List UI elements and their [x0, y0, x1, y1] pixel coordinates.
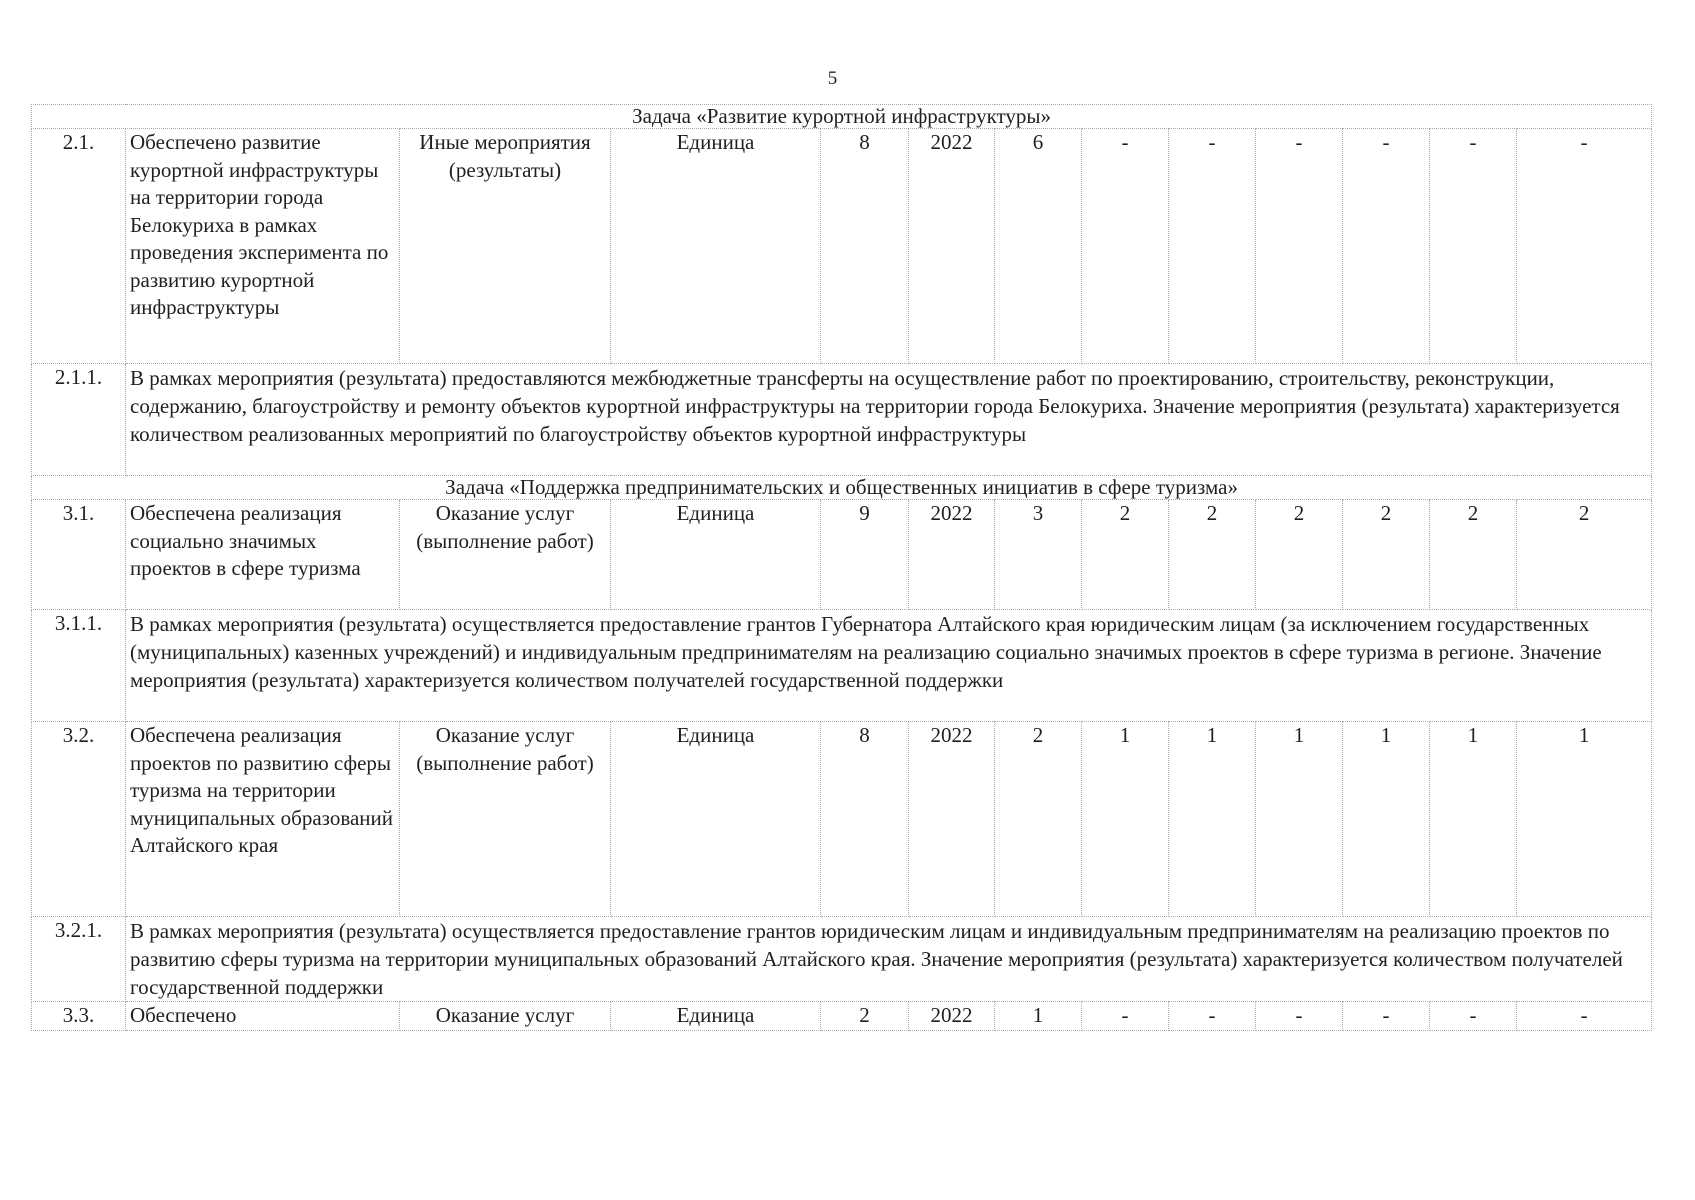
value-cell: - — [1082, 129, 1169, 364]
base-value-cell: 6 — [995, 129, 1082, 364]
unit-cell: Единица — [611, 500, 821, 610]
table-row — [32, 1002, 1652, 1031]
description-row — [32, 610, 1652, 722]
value-cell: - — [1343, 129, 1430, 364]
value-cell: 1 — [1343, 722, 1430, 917]
result-name: Обеспечена реализация социально значимых проектов в сфере туризма — [126, 500, 400, 610]
year-cell: 2022 — [909, 500, 995, 610]
value-cell: 2 — [1343, 500, 1430, 610]
result-type: Иные мероприятия (результаты) — [400, 129, 611, 364]
result-name: Обеспечена реализация проектов по развитию сферы туризма на территории муниципальных образований Алтайского края — [126, 722, 400, 917]
unit-cell: Единица — [611, 129, 821, 364]
description-number: 3.2.1. — [32, 917, 126, 1002]
row-number: 3.1. — [32, 500, 126, 610]
value-cell: - — [1517, 1002, 1652, 1031]
task-title: Задача «Развитие курортной инфраструктуры» — [32, 105, 1652, 129]
row-number: 3.3. — [32, 1002, 126, 1031]
result-name: Обеспечено развитие курортной инфраструктуры на территории города Белокуриха в рамках проведения эксперимента по развитию курортной инфраструктуры — [126, 129, 400, 364]
value-cell: 2 — [1430, 500, 1517, 610]
base-value-cell: 3 — [995, 500, 1082, 610]
year-cell: 2022 — [909, 129, 995, 364]
table-row — [32, 500, 1652, 610]
result-type: Оказание услуг — [400, 1002, 611, 1031]
description-text: В рамках мероприятия (результата) предоставляются межбюджетные трансферты на осуществление работ по проектированию, строительству, реконструкции, содержанию, благоустройству и ремонту объектов курортной инфраструктуры на территории города Белокуриха. Значение мероприятия (результата) характеризуется количеством реализованных мероприятий по благоустройству объектов курортной инфраструктуры — [126, 364, 1652, 476]
description-number: 3.1.1. — [32, 610, 126, 722]
code-cell: 8 — [821, 722, 909, 917]
result-name: Обеспечено — [126, 1002, 400, 1031]
value-cell: - — [1430, 129, 1517, 364]
task-title: Задача «Поддержка предпринимательских и общественных инициатив в сфере туризма» — [32, 476, 1652, 500]
description-row — [32, 364, 1652, 476]
value-cell: 1 — [1430, 722, 1517, 917]
code-cell: 9 — [821, 500, 909, 610]
value-cell: 2 — [1169, 500, 1256, 610]
description-number: 2.1.1. — [32, 364, 126, 476]
table-row — [32, 129, 1652, 364]
value-cell: - — [1256, 129, 1343, 364]
value-cell: - — [1082, 1002, 1169, 1031]
unit-cell: Единица — [611, 1002, 821, 1031]
task-row — [32, 105, 1652, 129]
unit-cell: Единица — [611, 722, 821, 917]
value-cell: - — [1169, 1002, 1256, 1031]
description-text: В рамках мероприятия (результата) осуществляется предоставление грантов Губернатора Алтайского края юридическим лицам (за исключением государственных (муниципальных) казенных учреждений) и индивидуальным предпринимателям на реализацию социально значимых проектов в сфере туризма в регионе. Значение мероприятия (результата) характеризуется количеством получателей государственной поддержки — [126, 610, 1652, 722]
value-cell: 2 — [1517, 500, 1652, 610]
task-row — [32, 476, 1652, 500]
results-table — [31, 104, 1652, 1031]
value-cell: - — [1343, 1002, 1430, 1031]
value-cell: - — [1169, 129, 1256, 364]
table-row — [32, 722, 1652, 917]
year-cell: 2022 — [909, 1002, 995, 1031]
value-cell: - — [1517, 129, 1652, 364]
value-cell: - — [1430, 1002, 1517, 1031]
value-cell: 2 — [1082, 500, 1169, 610]
value-cell: 1 — [1169, 722, 1256, 917]
base-value-cell: 1 — [995, 1002, 1082, 1031]
year-cell: 2022 — [909, 722, 995, 917]
value-cell: 1 — [1082, 722, 1169, 917]
value-cell: 1 — [1256, 722, 1343, 917]
value-cell: - — [1256, 1002, 1343, 1031]
page-number: 5 — [827, 68, 838, 89]
code-cell: 8 — [821, 129, 909, 364]
code-cell: 2 — [821, 1002, 909, 1031]
description-text: В рамках мероприятия (результата) осуществляется предоставление грантов юридическим лицам и индивидуальным предпринимателям на реализацию проектов по развитию сферы туризма на территории муниципальных образований Алтайского края. Значение мероприятия (результата) характеризуется количеством получателей государственной поддержки — [126, 917, 1652, 1002]
result-type: Оказание услуг (выполнение работ) — [400, 500, 611, 610]
value-cell: 1 — [1517, 722, 1652, 917]
row-number: 2.1. — [32, 129, 126, 364]
row-number: 3.2. — [32, 722, 126, 917]
description-row — [32, 917, 1652, 1002]
result-type: Оказание услуг (выполнение работ) — [400, 722, 611, 917]
value-cell: 2 — [1256, 500, 1343, 610]
base-value-cell: 2 — [995, 722, 1082, 917]
